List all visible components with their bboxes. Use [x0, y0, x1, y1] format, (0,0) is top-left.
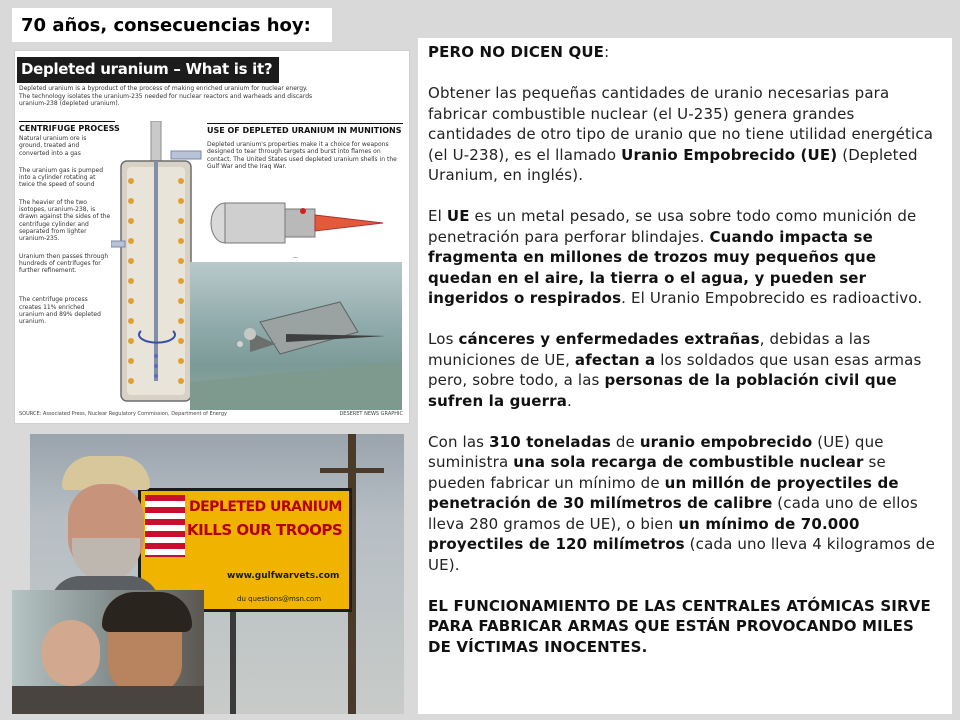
p4-text: Con las [428, 432, 490, 451]
panel-heading-text: PERO NO DICEN QUE [428, 43, 605, 61]
p4-bold: uranio empobrecido [639, 432, 813, 451]
p3-text-end: . [567, 391, 572, 410]
p4-text: se pueden fabricar un mínimo de [428, 453, 886, 492]
p1-bold: Uranio Empobrecido (UE) [621, 145, 838, 164]
p3-bold: personas de la población civil que sufren la guerra [428, 371, 897, 410]
centrifuge-section-label: CENTRIFUGE PROCESS [19, 121, 115, 133]
p2-bold: UE [446, 207, 470, 225]
billboard-line1: DEPLETED URANIUM [189, 499, 342, 515]
infographic-intro: Depleted uranium is a byproduct of the process of making enriched uranium for nuclear energy. The technology isolates the uranium-235 needed for nuclear reactors and warheads and discards uranium-238 (depleted uranium). [19, 85, 313, 107]
p4-text: de [610, 432, 640, 451]
munitions-section-label: USE OF DEPLETED URANIUM IN MUNITIONS [207, 123, 403, 135]
slide-title: 70 años, consecuencias hoy: [21, 15, 311, 36]
billboard-support [230, 612, 236, 714]
panel-heading [428, 42, 942, 63]
paragraph-2 [428, 206, 942, 309]
father-child-photo [12, 590, 204, 714]
centrifuge-step: The uranium gas is pumped into a cylinder rotating at twice the speed of sound [19, 166, 104, 189]
centrifuge-step: Natural uranium ore is ground, treated and converted into a gas [19, 135, 87, 157]
panel-heading-colon: : [604, 43, 610, 61]
p3-bold: afectan a [574, 350, 656, 369]
infographic-heading: Depleted uranium – What is it? [17, 57, 279, 83]
centrifuge-steps [19, 135, 111, 336]
p2-text-end: . El Uranio Empobrecido es radioactivo. [621, 289, 923, 307]
p3-text: los soldados que usan esas armas pero, sobre todo, a las [428, 350, 922, 389]
projectile-scene [190, 262, 402, 410]
paragraph-3 [428, 329, 942, 411]
projectile-photo [190, 262, 402, 410]
child-head [42, 620, 100, 686]
infographic-credit: DESERET NEWS GRAPHIC [339, 411, 403, 417]
clothes [12, 686, 204, 714]
p1-text: Obtener las pequeñas cantidades de uranio necesarias para fabricar combustible nuclear (el U-235) genera grandes cantidades de otro tipo de uranio que no tiene utilidad energética (el U-238), es el llamado [428, 84, 934, 164]
p3-text: , debidas a las municiones de UE, [428, 330, 871, 369]
slide-title-box [12, 8, 332, 42]
father-hair [102, 592, 192, 632]
billboard-line2: KILLS OUR TROOPS [187, 521, 343, 539]
p1-text-end: (Depleted Uranium, en inglés). [428, 145, 918, 184]
p4-text: (cada uno de ellos lleva 280 gramos de UE), o bien [428, 494, 918, 533]
p4-text: (UE) que suministra [428, 432, 884, 471]
centrifuge-step: Uranium then passes through hundreds of centrifuges for further refinement. [19, 252, 109, 275]
p4-bold: una sola recarga de combustible nuclear [513, 453, 864, 471]
munitions-description: Depleted uranium's properties make it a choice for weapons designed to tear through targets and burst into flames on contact. The United States used depleted uranium shells in the Gulf War and the Iraq War. [207, 141, 397, 170]
closing-statement: EL FUNCIONAMIENTO DE LAS CENTRALES ATÓMICAS SIRVE PARA FABRICAR ARMAS QUE ESTÁN PROVOCANDO MILES DE VÍCTIMAS INOCENTES. [428, 596, 931, 656]
p2-text: es un metal pesado, se usa sobre todo como munición de penetración para perforar blindajes. [428, 207, 917, 246]
power-pole-crossbar [320, 468, 384, 473]
p2-bold: Cuando impacta se fragmenta en millones de trozos muy pequeños que quedan en el aire, la tierra o el agua, y pueden ser ingeridos o respirados [428, 227, 877, 307]
text-panel [418, 38, 952, 714]
infographic-source: SOURCE: Associated Press, Nuclear Regulatory Commission, Department of Energy [19, 411, 227, 417]
paragraph-1 [428, 83, 942, 186]
munition-shell-diagram [207, 189, 403, 259]
paragraph-5 [428, 596, 942, 658]
p4-text-end: (cada uno lleva 4 kilogramos de UE). [428, 535, 935, 574]
billboard-email: du questions@msn.com [237, 595, 322, 603]
infographic-caption: — [293, 255, 298, 261]
centrifuge-step: The centrifuge process creates 11% enriched uranium and 89% depleted uranium. [19, 296, 101, 326]
p3-bold: cánceres y enfermedades extrañas [458, 330, 760, 348]
p4-bold: un millón de proyectiles de penetración de 30 milímetros de calibre [428, 473, 899, 512]
billboard-url: www.gulfwarvets.com [227, 571, 340, 581]
p2-text: El [428, 207, 447, 225]
p4-bold: un mínimo de 70.000 proyectiles de 120 milímetros [428, 514, 860, 553]
paragraph-4 [428, 432, 942, 576]
p4-bold: 310 toneladas [489, 432, 611, 451]
centrifuge-step: The heavier of the two isotopes, uranium-238, is drawn against the sides of the centrifuge cylinder and separated from lighter uranium-235. [19, 198, 111, 243]
p3-text: Los [428, 330, 459, 348]
